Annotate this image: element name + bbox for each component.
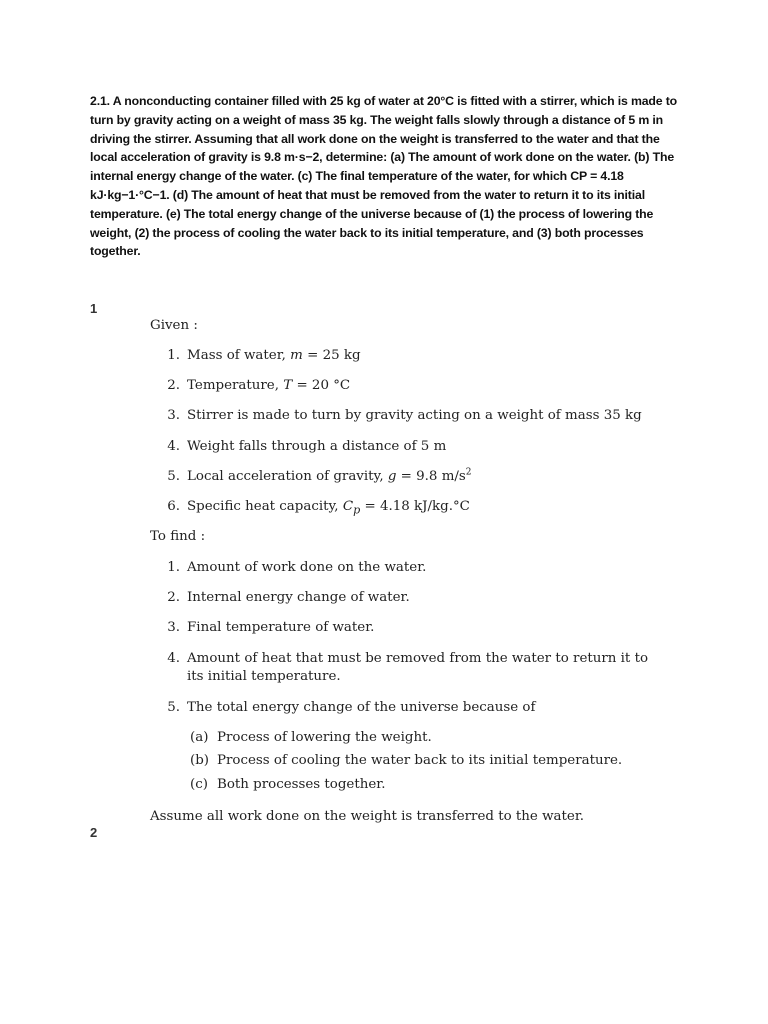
- item-text: The total energy change of the universe because of: [187, 700, 536, 715]
- step-number-1: 1: [90, 301, 98, 316]
- item-text: Mass of water, m = 25 kg: [187, 348, 361, 363]
- problem-statement: 2.1. A nonconducting container filled with 25 kg of water at 20°C is fitted with a stirrer, which is made to turn by gravity acting on a weight of mass 35 kg. The weight falls slowly through a distance of 5 m in driving the stirrer. Assuming that all work done on the weight is transferred to the water and that the local acceleration of gravity is 9.8 m·s−2, determine: (a) The amount of work done on the water. (b) The internal energy change of the water. (c) The final temperature of the water, for which CP = 4.18 kJ·kg−1·°C−1. (d) The amount of heat that must be removed from the water to return it to its initial temperature. (e) The total energy change of the universe because of (1) the process of lowering the weight, (2) the process of cooling the water back to its initial temperature, and (3) both processes together.: [90, 94, 678, 259]
- item-number: 2.: [167, 378, 180, 393]
- item-text: Temperature, T = 20 °C: [187, 378, 351, 393]
- sub-item-label: (c): [190, 777, 208, 792]
- item-number: 3.: [167, 408, 180, 423]
- item-text: Local acceleration of gravity, g = 9.8 $m/s^2$: [187, 467, 472, 484]
- step-number-2: 2: [90, 825, 98, 840]
- sub-item-text: Process of cooling the water back to its initial temperature.: [217, 753, 623, 768]
- assumption-text: Assume all work done on the weight is transferred to the water.: [150, 809, 585, 824]
- sub-item-text: Both processes together.: [217, 777, 386, 792]
- item-text: Internal energy change of water.: [187, 590, 410, 605]
- item-text: Amount of heat that must be removed from the water to return it to: [187, 651, 649, 666]
- item-text: Stirrer is made to turn by gravity acting on a weight of mass 35 kg: [187, 408, 642, 423]
- item-number: 1.: [167, 348, 180, 363]
- sub-item-label: (a): [190, 730, 209, 745]
- item-number: 2.: [167, 590, 180, 605]
- item-number: 1.: [167, 560, 180, 575]
- item-number: 6.: [167, 499, 180, 514]
- given-heading: Given :: [150, 318, 198, 333]
- item-number: 4.: [167, 439, 180, 454]
- item-text: its initial temperature.: [187, 669, 341, 684]
- item-text: Weight falls through a distance of 5 m: [187, 439, 447, 454]
- item-text: Specific heat capacity, $C_p = 4.18$ kJ/kg.°C: [187, 499, 470, 517]
- sub-item-text: Process of lowering the weight.: [217, 730, 432, 745]
- item-text: Amount of work done on the water.: [187, 560, 427, 575]
- item-number: 4.: [167, 651, 180, 666]
- item-number: 3.: [167, 620, 180, 635]
- item-number: 5.: [167, 700, 180, 715]
- item-text: Final temperature of water.: [187, 620, 375, 635]
- sub-item-label: (b): [190, 753, 210, 768]
- item-number: 5.: [167, 469, 180, 484]
- to-find-heading: To find :: [150, 529, 206, 544]
